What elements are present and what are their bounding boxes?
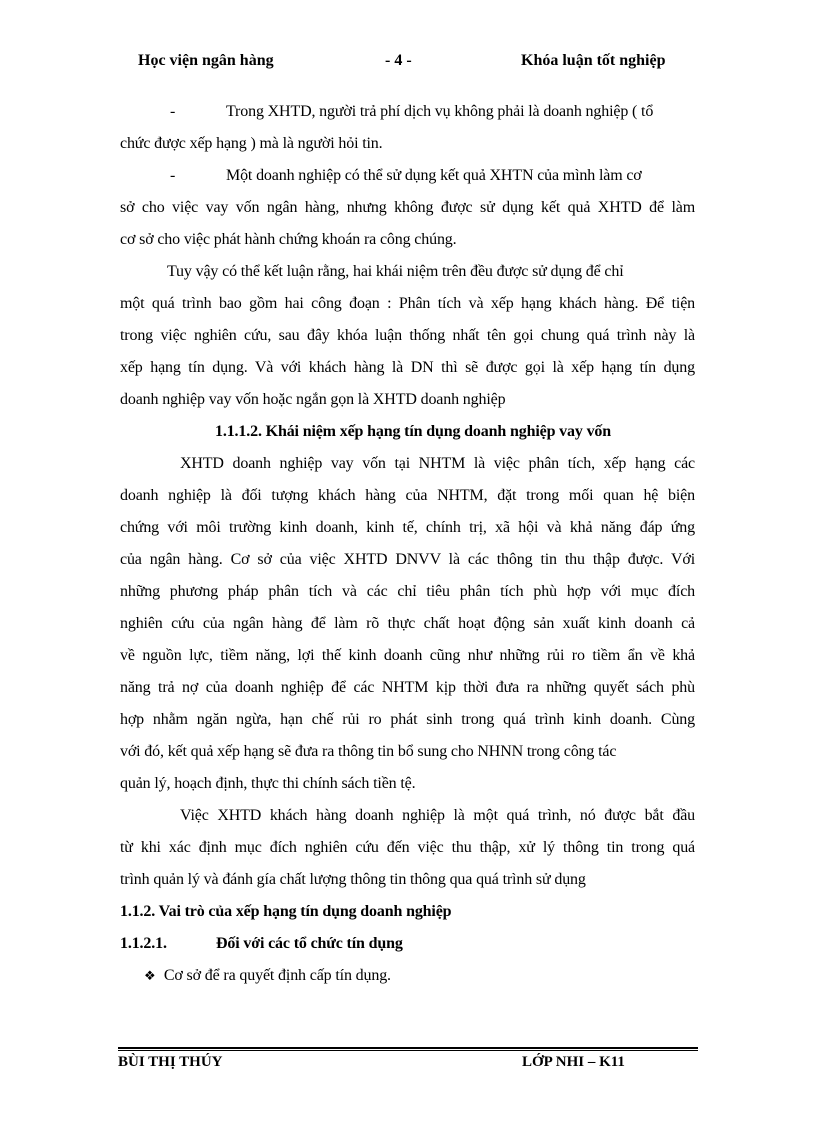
section-heading-1-1-1-2: 1.1.1.2. Khái niệm xếp hạng tín dụng doanh nghiệp vay vốn: [215, 423, 612, 440]
footer-class: LỚP NHI – K11: [522, 1054, 625, 1070]
paragraph-3-line-4: xếp hạng tín dụng. Và với khách hàng là DN thì sẽ được gọi là xếp hạng tín dụng: [120, 359, 695, 376]
paragraph-4-line-2: doanh nghiệp là đối tượng khách hàng của NHTM, đặt trong mối quan hệ biện: [120, 487, 695, 504]
paragraph-2-line-1: [120, 167, 695, 185]
footer-rule-thick: [118, 1047, 698, 1049]
paragraph-4-line-10: với đó, kết quả xếp hạng sẽ đưa ra thông tin bổ sung cho NHNN trong công tác: [120, 743, 617, 760]
paragraph-3-line-1: Tuy vậy có thể kết luận rằng, hai khái niệm trên đều được sử dụng để chỉ: [167, 263, 624, 280]
paragraph-1-line-1: [120, 103, 695, 121]
paragraph-3-line-3: trong việc nghiên cứu, sau đây khóa luận thống nhất tên gọi chung quá trình này là: [120, 327, 695, 344]
paragraph-4-line-3: chứng với môi trường kinh doanh, kinh tế, chính trị, xã hội và khả năng đáp ứng: [120, 519, 695, 536]
paragraph-3-line-2: một quá trình bao gồm hai công đoạn : Phân tích và xếp hạng khách hàng. Để tiện: [120, 295, 695, 312]
paragraph-5-line-2: từ khi xác định mục đích nghiên cứu đến việc thu thập, xử lý thông tin trong quá: [120, 839, 695, 856]
header-institution: Học viện ngân hàng: [138, 52, 274, 69]
heading-number: 1.1.2.1.: [120, 935, 167, 952]
diamond-bullet-icon: ❖: [144, 968, 156, 983]
paragraph-2-line-2: sở cho việc vay vốn ngân hàng, nhưng không được sử dụng kết quả XHTD để làm: [120, 199, 695, 216]
bullet-item: [120, 967, 695, 985]
header-document-type: Khóa luận tốt nghiệp: [521, 52, 666, 69]
text: Một doanh nghiệp có thể sử dụng kết quả XHTN của mình làm cơ: [226, 167, 642, 184]
footer-rule-thin: [118, 1050, 698, 1051]
paragraph-4-line-1: XHTD doanh nghiệp vay vốn tại NHTM là việc phân tích, xếp hạng các: [180, 455, 695, 472]
dash-marker: -: [170, 167, 176, 184]
paragraph-4-line-6: nghiên cứu của ngân hàng để làm rõ thực chất hoạt động sản xuất kinh doanh cả: [120, 615, 695, 632]
paragraph-4-line-9: hợp nhằm ngăn ngừa, hạn chế rủi ro phát sinh trong quá trình kinh doanh. Cùng: [120, 711, 695, 728]
footer-author: BÙI THỊ THÚY: [118, 1054, 223, 1070]
paragraph-4-line-7: về nguồn lực, tiềm năng, lợi thế kinh doanh cũng như những rủi ro tiềm ẩn về khả: [120, 647, 695, 664]
section-heading-1-1-2: 1.1.2. Vai trò của xếp hạng tín dụng doanh nghiệp: [120, 903, 452, 920]
paragraph-5-line-1: Việc XHTD khách hàng doanh nghiệp là một quá trình, nó được bắt đầu: [180, 807, 695, 824]
paragraph-4-line-4: của ngân hàng. Cơ sở của việc XHTD DNVV là các thông tin thu thập được. Với: [120, 551, 695, 568]
paragraph-3-line-5: doanh nghiệp vay vốn hoặc ngắn gọn là XHTD doanh nghiệp: [120, 391, 506, 408]
heading-text: Đối với các tổ chức tín dụng: [216, 935, 403, 952]
paragraph-4-line-8: năng trả nợ của doanh nghiệp để các NHTM kịp thời đưa ra những quyết sách phù: [120, 679, 695, 696]
paragraph-5-line-3: trình quản lý và đánh gía chất lượng thông tin thông qua quá trình sử dụng: [120, 871, 586, 888]
section-heading-1-1-2-1: [120, 935, 695, 953]
paragraph-1-line-2: chức được xếp hạng ) mà là người hỏi tin.: [120, 135, 383, 152]
bullet-text: Cơ sở để ra quyết định cấp tín dụng.: [163, 967, 391, 984]
paragraph-2-line-3: cơ sở cho việc phát hành chứng khoán ra công chúng.: [120, 231, 457, 248]
paragraph-4-line-11: quản lý, hoạch định, thực thi chính sách tiền tệ.: [120, 775, 416, 792]
paragraph-4-line-5: những phương pháp phân tích và các chỉ tiêu phân tích phù hợp với mục đích: [120, 583, 695, 600]
page-number: - 4 -: [385, 52, 412, 69]
dash-marker: -: [170, 103, 176, 120]
text: Trong XHTD, người trả phí dịch vụ không phải là doanh nghiệp ( tổ: [226, 103, 654, 120]
